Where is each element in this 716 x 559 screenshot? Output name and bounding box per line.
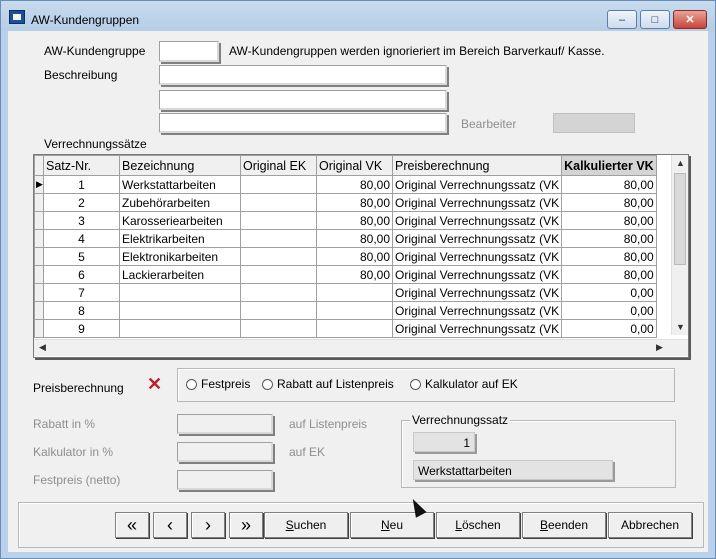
description-line-3[interactable]	[159, 113, 447, 133]
header-row	[35, 156, 657, 176]
previous-record-button[interactable]	[153, 512, 187, 538]
cell-name[interactable]	[120, 320, 241, 338]
row-indicator	[35, 230, 44, 248]
cell-kvk[interactable]: 80,00	[562, 212, 657, 230]
cell-nr[interactable]: 9	[44, 320, 120, 338]
row-indicator	[35, 302, 44, 320]
cell-kvk[interactable]: 80,00	[562, 248, 657, 266]
minimize-button[interactable]	[607, 10, 637, 29]
radio-festpreis[interactable]	[186, 377, 250, 391]
cell-nr[interactable]: 5	[44, 248, 120, 266]
festpreis-input[interactable]	[177, 470, 273, 490]
cell-vk[interactable]: 80,00	[317, 212, 393, 230]
radio-rabatt[interactable]	[262, 377, 394, 391]
cell-nr[interactable]: 2	[44, 194, 120, 212]
maximize-icon: □	[651, 13, 659, 26]
cell-vk[interactable]	[317, 302, 393, 320]
cell-calc[interactable]: Original Verrechnungssatz (VK	[393, 320, 562, 338]
verrechnungssatz-name: Werkstattarbeiten	[413, 460, 613, 480]
cell-kvk[interactable]: 0,00	[562, 284, 657, 302]
clear-x-icon[interactable]: ✕	[147, 374, 163, 394]
title-bar[interactable]	[1, 1, 715, 31]
cell-kvk[interactable]: 80,00	[562, 230, 657, 248]
section-label: Verrechnungssätze	[44, 137, 147, 151]
new-button[interactable]	[350, 512, 434, 538]
cell-calc[interactable]: Original Verrechnungssatz (VK	[393, 302, 562, 320]
cell-nr[interactable]: 8	[44, 302, 120, 320]
group-input[interactable]	[159, 41, 219, 62]
current-row-indicator-icon: ▶	[35, 176, 44, 194]
last-record-icon: »	[240, 514, 251, 535]
description-line-1[interactable]	[159, 65, 447, 85]
delete-button[interactable]	[436, 512, 520, 538]
radio-kalkulator-icon[interactable]	[410, 379, 421, 390]
table-row[interactable]	[35, 230, 657, 248]
col-satz-nr[interactable]: Satz-Nr.	[44, 156, 120, 176]
description-label: Beschreibung	[44, 68, 118, 82]
close-button[interactable]	[673, 10, 707, 29]
cell-ek[interactable]	[241, 320, 317, 338]
delete-label-rest: öschen	[461, 518, 501, 532]
editor-field	[553, 113, 635, 133]
col-original-vk[interactable]: Original VK	[317, 156, 393, 176]
cell-calc[interactable]: Original Verrechnungssatz (VK	[393, 266, 562, 284]
cell-calc[interactable]: Original Verrechnungssatz (VK	[393, 212, 562, 230]
cell-name[interactable]: Elektronikarbeiten	[120, 248, 241, 266]
rabatt-label: Rabatt in %	[33, 417, 96, 431]
cell-ek[interactable]	[241, 212, 317, 230]
cell-calc[interactable]: Original Verrechnungssatz (VK	[393, 248, 562, 266]
rabatt-input[interactable]	[177, 414, 273, 434]
maximize-button[interactable]	[640, 10, 670, 29]
table-row[interactable]	[35, 212, 657, 230]
cell-nr[interactable]: 7	[44, 284, 120, 302]
cell-ek[interactable]	[241, 248, 317, 266]
table-row[interactable]	[35, 248, 657, 266]
cell-calc[interactable]: Original Verrechnungssatz (VK	[393, 230, 562, 248]
cell-name[interactable]: Zubehörarbeiten	[120, 194, 241, 212]
festpreis-label: Festpreis (netto)	[33, 473, 121, 487]
scroll-left-icon[interactable]: ◀	[39, 342, 46, 352]
window-title: AW-Kundengruppen	[31, 13, 140, 27]
app-icon	[9, 10, 25, 24]
delete-accesskey: L	[455, 518, 462, 532]
radio-kalkulator[interactable]	[410, 377, 518, 391]
table-row[interactable]	[35, 302, 657, 320]
cell-nr[interactable]: 1	[44, 176, 120, 194]
cell-vk[interactable]: 80,00	[317, 248, 393, 266]
scroll-down-icon[interactable]: ▼	[676, 322, 685, 332]
cell-ek[interactable]	[241, 284, 317, 302]
cell-kvk[interactable]: 80,00	[562, 266, 657, 284]
radio-kalkulator-label: Kalkulator auf EK	[425, 377, 518, 391]
editor-label: Bearbeiter	[461, 117, 517, 131]
end-button[interactable]	[522, 512, 606, 538]
table-row[interactable]	[35, 284, 657, 302]
next-record-button[interactable]	[191, 512, 225, 538]
radio-festpreis-label: Festpreis	[201, 377, 251, 391]
row-indicator	[35, 266, 44, 284]
cell-name[interactable]	[120, 284, 241, 302]
cell-ek[interactable]	[241, 194, 317, 212]
cell-nr[interactable]: 3	[44, 212, 120, 230]
cell-kvk[interactable]: 0,00	[562, 320, 657, 338]
rabatt-suffix: auf Listenpreis	[289, 417, 368, 431]
col-preisberechnung[interactable]: Preisberechnung	[393, 156, 562, 176]
end-accesskey: B	[539, 518, 548, 532]
col-original-ek[interactable]: Original EK	[241, 156, 317, 176]
cancel-label: Abbrechen	[620, 518, 680, 532]
cell-name[interactable]: Elektrikarbeiten	[120, 230, 241, 248]
cell-vk[interactable]: 80,00	[317, 176, 393, 194]
radio-rabatt-label: Rabatt auf Listenpreis	[277, 377, 394, 391]
cell-name[interactable]: Karosseriearbeiten	[120, 212, 241, 230]
cell-nr[interactable]: 6	[44, 266, 120, 284]
cell-ek[interactable]	[241, 266, 317, 284]
vertical-scroll-thumb[interactable]	[674, 173, 686, 265]
scroll-right-icon[interactable]: ▶	[656, 342, 663, 352]
cell-nr[interactable]: 4	[44, 230, 120, 248]
new-accesskey: N	[380, 518, 390, 532]
table-row[interactable]	[35, 194, 657, 212]
cell-vk[interactable]: 80,00	[317, 230, 393, 248]
group-label: AW-Kundengruppe	[44, 44, 146, 58]
rates-grid[interactable]	[33, 154, 689, 358]
search-accesskey: S	[285, 518, 294, 532]
col-bezeichnung[interactable]: Bezeichnung	[120, 156, 241, 176]
table-row[interactable]	[35, 266, 657, 284]
vertical-scrollbar[interactable]	[671, 155, 688, 335]
cell-ek[interactable]	[241, 302, 317, 320]
radio-festpreis-icon[interactable]	[186, 379, 197, 390]
client-area	[8, 31, 708, 552]
verrechnungssatz-title: Verrechnungssatz	[412, 413, 509, 427]
cell-vk[interactable]: 80,00	[317, 266, 393, 284]
group-hint: AW-Kundengruppen werden ignorieriert im Bereich Barverkauf/ Kasse.	[229, 44, 605, 58]
first-record-button[interactable]	[115, 512, 149, 538]
row-indicator	[35, 320, 44, 338]
cell-vk[interactable]	[317, 320, 393, 338]
close-icon: ✕	[685, 14, 695, 26]
cancel-button[interactable]	[608, 512, 692, 538]
row-indicator	[35, 248, 44, 266]
cell-name[interactable]: Werkstattarbeiten	[120, 176, 241, 194]
search-label-rest: uchen	[293, 518, 327, 532]
cell-kvk[interactable]: 80,00	[562, 194, 657, 212]
horizontal-scrollbar[interactable]	[34, 339, 688, 356]
row-indicator	[35, 284, 44, 302]
cell-name[interactable]: Lackierarbeiten	[120, 266, 241, 284]
cell-name[interactable]	[120, 302, 241, 320]
last-record-button[interactable]	[229, 512, 263, 538]
col-kalkulierter-vk[interactable]: Kalkulierter VK	[562, 156, 657, 176]
cell-calc[interactable]: Original Verrechnungssatz (VK	[393, 284, 562, 302]
rates-table	[34, 155, 657, 338]
kalk-input[interactable]	[177, 442, 273, 462]
row-indicator	[35, 194, 44, 212]
verrechnungssatz-number: 1	[413, 432, 475, 452]
radio-rabatt-icon[interactable]	[262, 379, 273, 390]
row-indicator-header	[35, 156, 44, 176]
next-record-icon: ›	[205, 514, 211, 535]
cell-kvk[interactable]: 80,00	[562, 176, 657, 194]
scroll-up-icon[interactable]: ▲	[676, 158, 685, 168]
previous-record-icon: ‹	[167, 514, 173, 535]
first-record-icon: «	[126, 514, 137, 535]
cell-vk[interactable]: 80,00	[317, 194, 393, 212]
end-label-rest: eenden	[547, 518, 589, 532]
cell-ek[interactable]	[241, 230, 317, 248]
cell-kvk[interactable]: 0,00	[562, 302, 657, 320]
cell-calc[interactable]: Original Verrechnungssatz (VK	[393, 176, 562, 194]
search-button[interactable]	[264, 512, 348, 538]
row-indicator	[35, 212, 44, 230]
description-line-2[interactable]	[159, 90, 447, 110]
table-row[interactable]	[35, 320, 657, 338]
table-row[interactable]	[35, 176, 657, 194]
kalk-label: Kalkulator in %	[33, 445, 114, 459]
new-label-rest: eu	[389, 518, 404, 532]
cell-vk[interactable]	[317, 284, 393, 302]
cell-ek[interactable]	[241, 176, 317, 194]
cell-calc[interactable]: Original Verrechnungssatz (VK	[393, 194, 562, 212]
kalk-suffix: auf EK	[289, 445, 326, 459]
pricing-label: Preisberechnung	[33, 381, 124, 395]
minimize-icon: –	[618, 13, 626, 26]
